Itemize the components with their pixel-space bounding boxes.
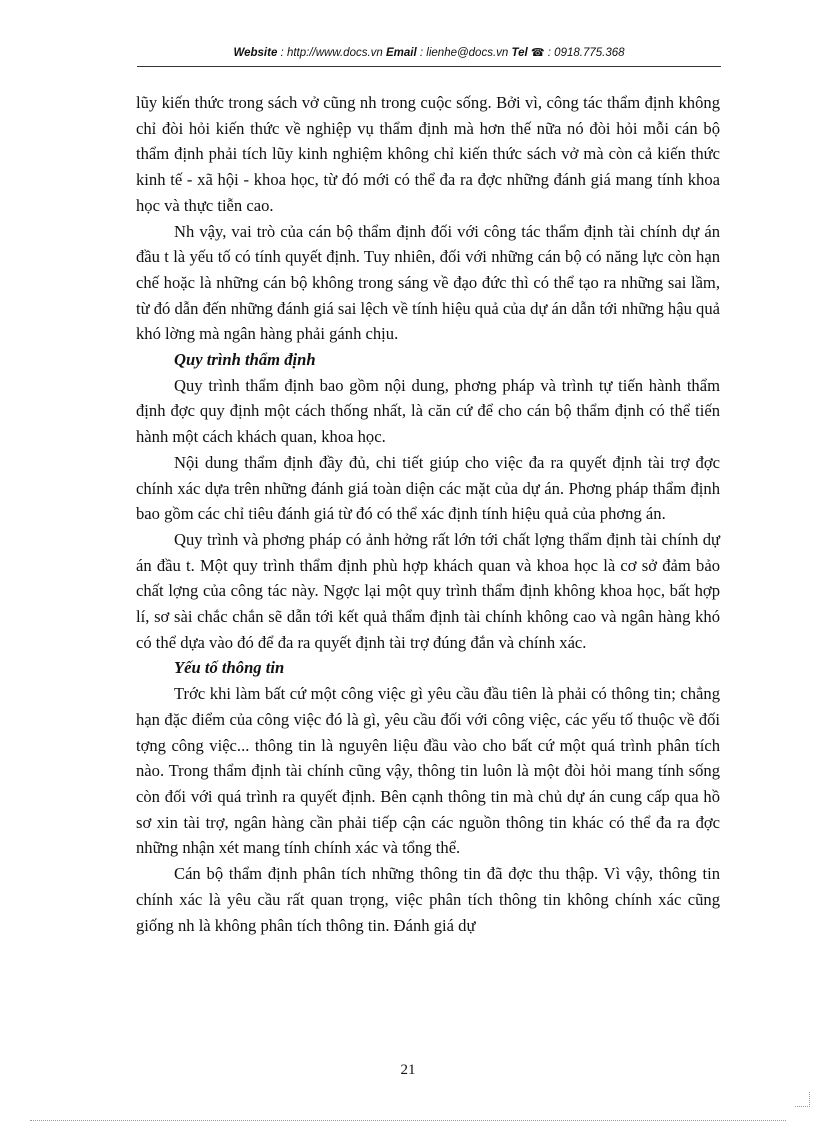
paragraph-7: Cán bộ thẩm định phân tích những thông tin đã đợc thu thập. Vì vậy, thông tin chính xác là yêu cầu rất quan trọng, việc phân tích thông tin không chính xác cũng giống nh là không phân tích thông tin. Đánh giá dự	[136, 864, 720, 935]
tel-value: : 0918.775.368	[544, 47, 625, 59]
page-header	[137, 46, 721, 59]
paragraph-4: Nội dung thẩm định đầy đủ, chi tiết giúp cho việc đa ra quyết định tài trợ đợc chính xác dựa trên những đánh giá toàn diện các mặt của dự án. Phơng pháp thẩm định bao gồm các chỉ tiêu đánh giá từ đó có thể xác định tính hiệu quả của phơng án.	[136, 452, 720, 524]
paragraph-2: Nh vậy, vai trò của cán bộ thẩm định đối với công tác thẩm định tài chính dự án đầu t là yếu tố có tính quyết định. Tuy nhiên, đối với những cán bộ có năng lực còn hạn chế hoặc là những cán bộ không trong sáng về đạo đức thì có thể tạo ra những sai lầm, từ đó dẫn đến những đánh giá sai lệch về tính hiệu quả của dự án dẫn tới những hậu quả khó lờng mà ngân hàng phải gánh chịu.	[136, 221, 720, 344]
website-value: : http://www.docs.vn	[277, 47, 387, 59]
header-rule	[137, 66, 721, 67]
email-value: : lienhe@docs.vn	[416, 47, 512, 59]
phone-icon: ☎	[530, 47, 545, 59]
paragraph-6: Trớc khi làm bất cứ một công việc gì yêu cầu đầu tiên là phải có thông tin; chẳng hạn đặc điểm của công việc đó là gì, yêu cầu đối với công việc, các yếu tố thuộc về đối tợng công việc... thông tin là nguyên liệu đầu vào cho bất cứ một quá trình phân tích nào. Trong thẩm định tài chính cũng vậy, thông tin luôn là một đòi hỏi mang tính sống còn đối với quá trình ra quyết định. Bên cạnh thông tin mà chủ dự án cung cấp qua hồ sơ xin tài trợ, ngân hàng cần phải tiếp cận các nguồn thông tin khác có thể đa ra đợc những nhận xét mang tính chính xác và tổng thể.	[136, 684, 720, 858]
page-corner-marker	[795, 1092, 810, 1107]
tel-label: Tel	[511, 47, 528, 59]
website-label: Website	[233, 47, 278, 59]
page-bottom-border	[30, 1120, 786, 1121]
document-body	[136, 90, 720, 938]
paragraph-3: Quy trình thẩm định bao gồm nội dung, phơng pháp và trình tự tiến hành thẩm định đợc quy định một cách thống nhất, là căn cứ để cho cán bộ thẩm định có thể tiến hành một cách khách quan, khoa học.	[136, 375, 720, 447]
section-heading-information: Yếu tố thông tin	[174, 658, 285, 678]
paragraph-1: lũy kiến thức trong sách vở cũng nh trong cuộc sống. Bởi vì, công tác thẩm định không chỉ đòi hỏi kiến thức về nghiệp vụ thẩm định mà hơn thế nữa nó đòi hỏi mỗi cán bộ thẩm định phải tích lũy kinh nghiệm không chỉ kiến thức sách vở mà còn cả kiến thức kinh tế - xã hội - khoa học, từ đó mới có thể đa ra đợc những đánh giá mang tính khoa học và thực tiễn cao.	[136, 93, 720, 215]
paragraph-5: Quy trình và phơng pháp có ảnh hởng rất lớn tới chất lợng thẩm định tài chính dự án đầu t. Một quy trình thẩm định phù hợp khách quan và khoa học là cơ sở đảm bảo chất lợng của công tác này. Ngợc lại một quy trình thẩm định không khoa học, bất hợp lí, sơ sài chắc chắn sẽ dẫn tới kết quả thẩm định tài chính không cao và ngân hàng khó có thể dựa vào đó để đa ra quyết định tài trợ đúng đắn và chính xác.	[136, 529, 720, 652]
page-number: 21	[400, 1062, 416, 1078]
email-label: Email	[386, 47, 417, 59]
section-heading-procedure: Quy trình thẩm định	[174, 350, 316, 370]
